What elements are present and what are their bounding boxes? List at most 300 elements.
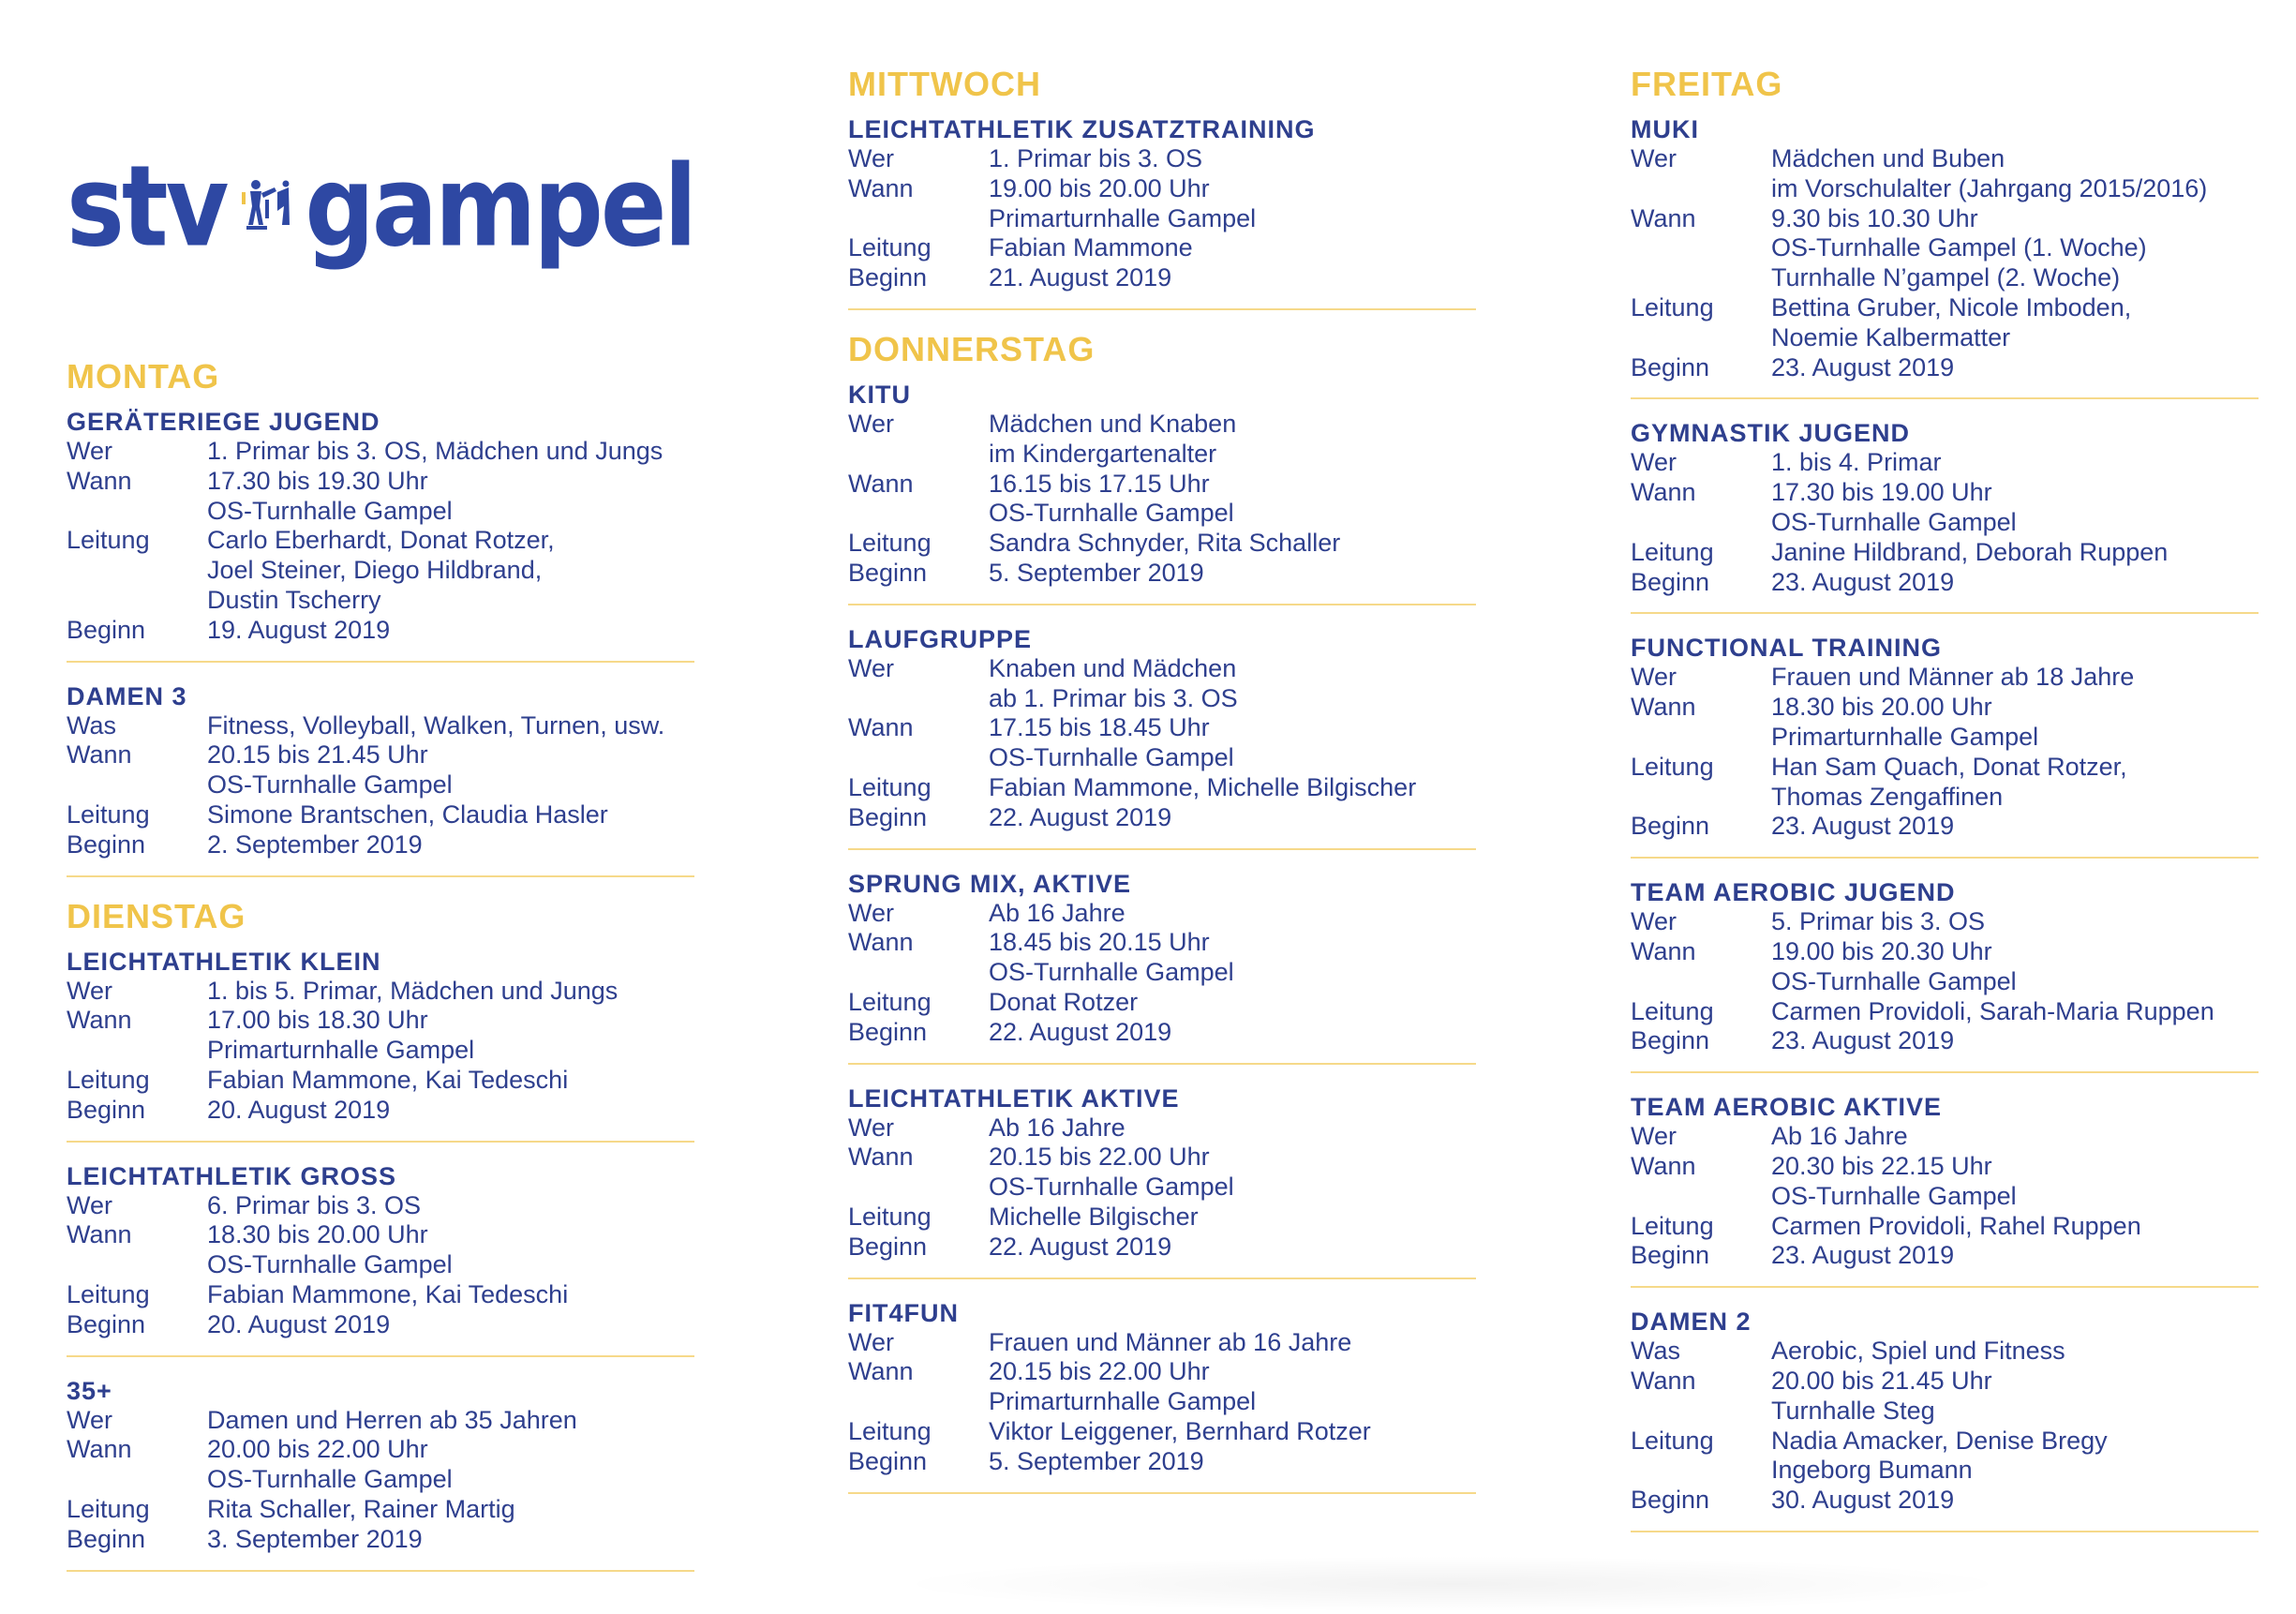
detail-value [1771,812,2259,842]
detail-row [848,263,1476,293]
detail-label: Beginn [1631,1241,1710,1270]
detail-value [989,928,1476,988]
detail-label: Leitung [1631,537,1714,566]
detail-value-line: Aerobic, Spiel und Fitness [1771,1337,2065,1366]
detail-value-line: Fabian Mammone, Kai Tedeschi [207,1065,569,1094]
detail-row [67,467,694,527]
detail-value-line: 18.30 bis 20.00 Uhr [1771,693,1992,722]
detail-value-line: Janine Hildbrand, Deborah Ruppen [1771,537,2169,566]
detail-row [848,144,1476,174]
detail-label: Wer [1631,144,1677,172]
course-title: LEICHTATHLETIK AKTIVE [848,1083,1180,1113]
detail-row [1631,907,2259,937]
detail-value-line: Primarturnhalle Gampel [207,1036,475,1065]
detail-value-line: OS-Turnhalle Gampel (1. Woche) [1771,233,2147,262]
detail-label: Beginn [1631,1486,1710,1515]
detail-row [848,470,1476,530]
detail-value [989,174,1476,234]
detail-row [1631,937,2259,997]
detail-value [207,1310,694,1340]
detail-value [989,1203,1476,1233]
detail-value-line: Primarturnhalle Gampel [989,1387,1257,1416]
course-title: 35+ [67,1376,112,1405]
detail-label: Beginn [1631,352,1710,381]
column-left [67,0,694,1591]
detail-value-line: 18.30 bis 20.00 Uhr [207,1220,428,1249]
detail-row [848,899,1476,929]
detail-value [989,773,1476,803]
detail-row [1631,997,2259,1027]
detail-value-line: Fitness, Volleyball, Walken, Turnen, usw. [207,710,665,740]
detail-row [848,529,1476,559]
detail-value-line: 20. August 2019 [207,1095,391,1124]
detail-value-line: 5. September 2019 [989,558,1204,587]
detail-label: Wann [848,469,914,498]
detail-label: Beginn [1631,1026,1710,1055]
detail-value-line: 21. August 2019 [989,263,1172,292]
course-title: MUKI [1631,115,1699,143]
detail-label: Wer [1631,1122,1677,1151]
detail-value [1771,753,2259,813]
detail-value [207,1220,694,1280]
detail-label: Wann [1631,478,1696,507]
detail-label: Leitung [67,1279,150,1308]
detail-value [1771,1337,2259,1367]
detail-value-line: OS-Turnhalle Gampel [1771,1181,2017,1210]
detail-label: Leitung [848,1416,932,1445]
detail-label: Leitung [848,1202,932,1231]
detail-value-line: 20.30 bis 22.15 Uhr [1771,1151,1992,1180]
detail-value [989,233,1476,263]
detail-row [1631,1241,2259,1271]
detail-label: Beginn [67,615,146,644]
detail-value-line: Fabian Mammone [989,233,1193,262]
detail-value [1771,1152,2259,1212]
course-block [67,681,694,877]
detail-value [207,1525,694,1555]
detail-row [1631,448,2259,478]
course-block [1631,114,2259,399]
detail-label: Wann [67,740,132,770]
detail-value [989,144,1476,174]
day-heading: FREITAG [1631,65,1783,103]
detail-label: Was [67,710,116,740]
detail-value-line: 20.15 bis 22.00 Uhr [989,1357,1210,1386]
detail-value [1771,663,2259,693]
detail-value-line: 22. August 2019 [989,1017,1172,1046]
detail-label: Leitung [1631,752,1714,781]
detail-value-line: Simone Brantschen, Claudia Hasler [207,800,608,829]
detail-row [67,740,694,800]
detail-label: Beginn [848,558,928,587]
detail-row [1631,568,2259,598]
detail-value-line: Mädchen und Buben [1771,144,2005,172]
detail-row [1631,144,2259,204]
detail-value-line: 23. August 2019 [1771,812,1955,841]
detail-row [1631,663,2259,693]
detail-label: Was [1631,1337,1680,1366]
detail-row [1631,204,2259,293]
detail-value-line: OS-Turnhalle Gampel [989,499,1234,528]
course-block [67,947,694,1143]
detail-row [1631,693,2259,753]
course-title: LEICHTATHLETIK ZUSATZTRAINING [848,115,1316,143]
detail-value [207,1066,694,1096]
detail-label: Leitung [1631,996,1714,1025]
detail-row [848,1447,1476,1477]
detail-label: Wann [67,466,132,495]
detail-value-line: Fabian Mammone, Kai Tedeschi [207,1279,569,1308]
course-title: KITU [848,380,911,409]
detail-label: Wann [1631,203,1696,232]
detail-row [848,410,1476,470]
detail-row [67,1435,694,1495]
detail-row [1631,293,2259,353]
detail-row [67,711,694,741]
detail-value [989,803,1476,833]
detail-value [1771,1367,2259,1427]
detail-value-line: Dustin Tscherry [207,585,381,614]
detail-row [848,1113,1476,1143]
detail-label: Wann [848,1143,914,1172]
detail-value [207,977,694,1007]
detail-label: Beginn [1631,567,1710,596]
detail-value-line: 19. August 2019 [207,615,391,644]
course-block [848,380,1476,605]
course-title: LAUFGRUPPE [848,624,1033,653]
detail-value-line: Turnhalle Steg [1771,1396,1935,1425]
detail-label: Wer [67,1405,113,1434]
detail-row [67,437,694,467]
detail-value-line: Rita Schaller, Rainer Martig [207,1494,515,1523]
detail-row [848,1143,1476,1203]
detail-label: Wer [848,1113,895,1142]
detail-row [67,1220,694,1280]
course-block [848,114,1476,310]
detail-row [1631,1026,2259,1056]
detail-row [67,1406,694,1436]
detail-value-line: Noemie Kalbermatter [1771,322,2011,351]
detail-value-line: Turnhalle N’gampel (2. Woche) [1771,263,2121,292]
detail-value-line: Ingeborg Bumann [1771,1456,1973,1485]
detail-label: Leitung [1631,1426,1714,1455]
course-title: LEICHTATHLETIK KLEIN [67,947,381,976]
detail-label: Beginn [848,1232,928,1261]
detail-row [1631,1427,2259,1487]
detail-value [1771,1212,2259,1242]
detail-value [989,410,1476,470]
detail-row [1631,538,2259,568]
detail-value [207,711,694,741]
detail-row [848,233,1476,263]
detail-value-line: Ab 16 Jahre [989,1113,1126,1142]
detail-label: Wer [848,898,895,927]
detail-label: Beginn [67,1095,146,1124]
detail-label: Leitung [1631,292,1714,321]
detail-row [1631,478,2259,538]
detail-label: Wer [1631,448,1677,477]
detail-value [1771,478,2259,538]
detail-row [848,1328,1476,1358]
course-block [67,1161,694,1357]
detail-row [1631,1212,2259,1242]
detail-label: Leitung [848,233,932,262]
detail-label: Wann [67,1006,132,1035]
detail-value [1771,144,2259,204]
detail-value [1771,568,2259,598]
detail-value-line: Carmen Providoli, Rahel Ruppen [1771,1211,2141,1240]
detail-value [989,713,1476,773]
detail-row [67,1096,694,1126]
detail-row [67,830,694,860]
course-title: GERÄTERIEGE JUGEND [67,408,380,436]
detail-value [989,899,1476,929]
detail-value-line: 16.15 bis 17.15 Uhr [989,469,1210,498]
detail-value-line: 17.30 bis 19.00 Uhr [1771,478,1992,507]
detail-label: Leitung [67,1065,150,1094]
day-heading: MITTWOCH [848,65,1041,103]
detail-row [1631,1486,2259,1516]
logo-text-gampel: gampel [305,141,694,273]
detail-value [989,1143,1476,1203]
detail-value-line: Primarturnhalle Gampel [1771,722,2039,751]
detail-row [848,928,1476,988]
detail-value-line: 6. Primar bis 3. OS [207,1190,422,1219]
detail-value-line: Mädchen und Knaben [989,409,1237,438]
course-block [848,1083,1476,1279]
detail-row [848,1233,1476,1263]
logo-text-stv: stv [67,141,227,273]
detail-row [848,654,1476,714]
course-block [848,869,1476,1065]
detail-row [848,559,1476,589]
detail-label: Wer [848,653,895,682]
day-heading: MONTAG [67,357,220,396]
detail-value-line: 23. August 2019 [1771,567,1955,596]
detail-label: Wer [848,409,895,438]
detail-value-line: Frauen und Männer ab 16 Jahre [989,1327,1352,1356]
detail-value [1771,937,2259,997]
detail-label: Beginn [848,263,928,292]
detail-label: Beginn [848,1446,928,1475]
course-title: TEAM AEROBIC JUGEND [1631,878,1956,907]
detail-label: Beginn [67,829,146,859]
detail-value [207,467,694,527]
detail-row [848,803,1476,833]
detail-value [207,1495,694,1525]
detail-label: Leitung [67,1494,150,1523]
detail-value [989,1447,1476,1477]
detail-row [67,1495,694,1525]
detail-label: Leitung [1631,1211,1714,1240]
detail-label: Wann [67,1435,132,1464]
course-block [1631,418,2259,614]
detail-value [989,263,1476,293]
detail-value [989,1417,1476,1447]
detail-row [67,1310,694,1340]
detail-value [207,1191,694,1221]
detail-label: Beginn [67,1524,146,1553]
detail-value-line: 23. August 2019 [1771,1026,1955,1055]
detail-value-line: OS-Turnhalle Gampel [1771,507,2017,536]
detail-label: Beginn [1631,812,1710,841]
detail-label: Wann [1631,693,1696,722]
course-block [1631,877,2259,1073]
detail-value-line: 5. Primar bis 3. OS [1771,907,1986,936]
detail-value-line: Ab 16 Jahre [1771,1122,1908,1151]
detail-value-line: OS-Turnhalle Gampel [207,1250,453,1279]
detail-label: Wann [848,173,914,202]
detail-value-line: 19.00 bis 20.30 Uhr [1771,936,1992,965]
detail-value-line: ab 1. Primar bis 3. OS [989,683,1238,712]
detail-value [207,1435,694,1495]
detail-row [848,988,1476,1018]
detail-value-line: Damen und Herren ab 35 Jahren [207,1405,577,1434]
detail-label: Leitung [848,529,932,558]
detail-value-line: 19.00 bis 20.00 Uhr [989,173,1210,202]
stv-gampel-logo [67,84,694,273]
detail-row [67,1280,694,1310]
detail-label: Wer [67,976,113,1005]
detail-value [1771,907,2259,937]
detail-value-line: Michelle Bilgischer [989,1202,1199,1231]
detail-label: Wann [1631,1366,1696,1395]
course-block [1631,1307,2259,1532]
detail-value [207,1006,694,1066]
detail-label: Beginn [67,1309,146,1338]
course-title: GYMNASTIK JUGEND [1631,419,1911,448]
detail-row [1631,1152,2259,1212]
detail-label: Leitung [67,526,150,555]
detail-label: Wann [848,713,914,742]
course-title: SPRUNG MIX, AKTIVE [848,869,1132,898]
detail-value [207,437,694,467]
detail-value-line: 20.00 bis 21.45 Uhr [1771,1366,1992,1395]
detail-value-line: 18.45 bis 20.15 Uhr [989,928,1210,957]
detail-value [207,1280,694,1310]
detail-value [207,830,694,860]
detail-value [1771,538,2259,568]
detail-label: Wer [1631,907,1677,936]
detail-value-line: Frauen und Männer ab 18 Jahre [1771,663,2135,692]
detail-value-line: Carmen Providoli, Sarah-Maria Ruppen [1771,996,2214,1025]
detail-value-line: 22. August 2019 [989,1232,1172,1261]
detail-label: Wer [67,1190,113,1219]
detail-row [848,174,1476,234]
detail-value-line: 20. August 2019 [207,1309,391,1338]
detail-value-line: 30. August 2019 [1771,1486,1955,1515]
detail-value-line: Fabian Mammone, Michelle Bilgischer [989,772,1417,801]
detail-value-line: 1. Primar bis 3. OS [989,144,1203,172]
detail-value [1771,997,2259,1027]
detail-label: Leitung [848,987,932,1016]
detail-row [67,616,694,646]
detail-value-line: OS-Turnhalle Gampel [989,743,1234,772]
detail-row [848,713,1476,773]
detail-value-line: 1. bis 4. Primar [1771,448,1942,477]
detail-value-line: Sandra Schnyder, Rita Schaller [989,529,1341,558]
detail-value [989,654,1476,714]
course-title: DAMEN 3 [67,681,187,710]
detail-value-line: OS-Turnhalle Gampel [207,496,453,525]
detail-value-line: 1. bis 5. Primar, Mädchen und Jungs [207,976,619,1005]
detail-value [1771,1486,2259,1516]
detail-row [67,977,694,1007]
detail-row [67,1006,694,1066]
detail-row [67,1191,694,1221]
detail-row [1631,812,2259,842]
detail-value [207,1406,694,1436]
detail-value [207,616,694,646]
detail-row [67,800,694,830]
detail-value [207,800,694,830]
detail-value [989,1113,1476,1143]
detail-value-line: Carlo Eberhardt, Donat Rotzer, [207,526,555,555]
detail-value [207,740,694,800]
detail-value-line: 23. August 2019 [1771,352,1955,381]
detail-value-line: OS-Turnhalle Gampel [989,1173,1234,1202]
detail-value [1771,353,2259,383]
detail-label: Wer [67,437,113,465]
course-block [1631,633,2259,859]
detail-row [1631,353,2259,383]
detail-row [67,1066,694,1096]
detail-value-line: im Kindergartenalter [989,439,1217,468]
detail-value-line: 1. Primar bis 3. OS, Mädchen und Jungs [207,437,663,465]
course-title: FIT4FUN [848,1298,959,1327]
detail-value-line: Donat Rotzer [989,987,1139,1016]
detail-row [1631,1367,2259,1427]
detail-value-line: 22. August 2019 [989,802,1172,831]
detail-value [1771,1241,2259,1271]
course-title: DAMEN 2 [1631,1308,1752,1337]
detail-label: Leitung [848,772,932,801]
detail-row [848,773,1476,803]
day-heading: DONNERSTAG [848,329,1096,368]
course-title: FUNCTIONAL TRAINING [1631,634,1942,663]
detail-value [989,1018,1476,1048]
detail-value-line: Thomas Zengaffinen [1771,782,2004,811]
detail-value [989,988,1476,1018]
detail-value [1771,1427,2259,1487]
detail-row [848,1018,1476,1048]
column-middle [848,0,1476,1513]
detail-row [848,1417,1476,1447]
detail-value [1771,1026,2259,1056]
detail-value [989,470,1476,530]
detail-value-line: im Vorschulalter (Jahrgang 2015/2016) [1771,173,2208,202]
detail-value-line: 3. September 2019 [207,1524,423,1553]
detail-value-line: 5. September 2019 [989,1446,1204,1475]
detail-label: Wann [67,1220,132,1249]
detail-value [1771,693,2259,753]
detail-label: Wer [848,144,895,172]
detail-value [207,526,694,615]
detail-value-line: 17.00 bis 18.30 Uhr [207,1006,428,1035]
course-block [67,1376,694,1572]
day-heading: DIENSTAG [67,896,246,935]
detail-row [1631,1122,2259,1152]
detail-value [207,1096,694,1126]
detail-label: Leitung [67,800,150,829]
detail-value [989,1328,1476,1358]
detail-value-line: 17.30 bis 19.30 Uhr [207,466,428,495]
course-block [848,1298,1476,1494]
detail-value-line: Knaben und Mädchen [989,653,1237,682]
detail-value-line: 2. September 2019 [207,829,423,859]
detail-value-line: Bettina Gruber, Nicole Imboden, [1771,292,2132,321]
detail-value-line: 23. August 2019 [1771,1241,1955,1270]
